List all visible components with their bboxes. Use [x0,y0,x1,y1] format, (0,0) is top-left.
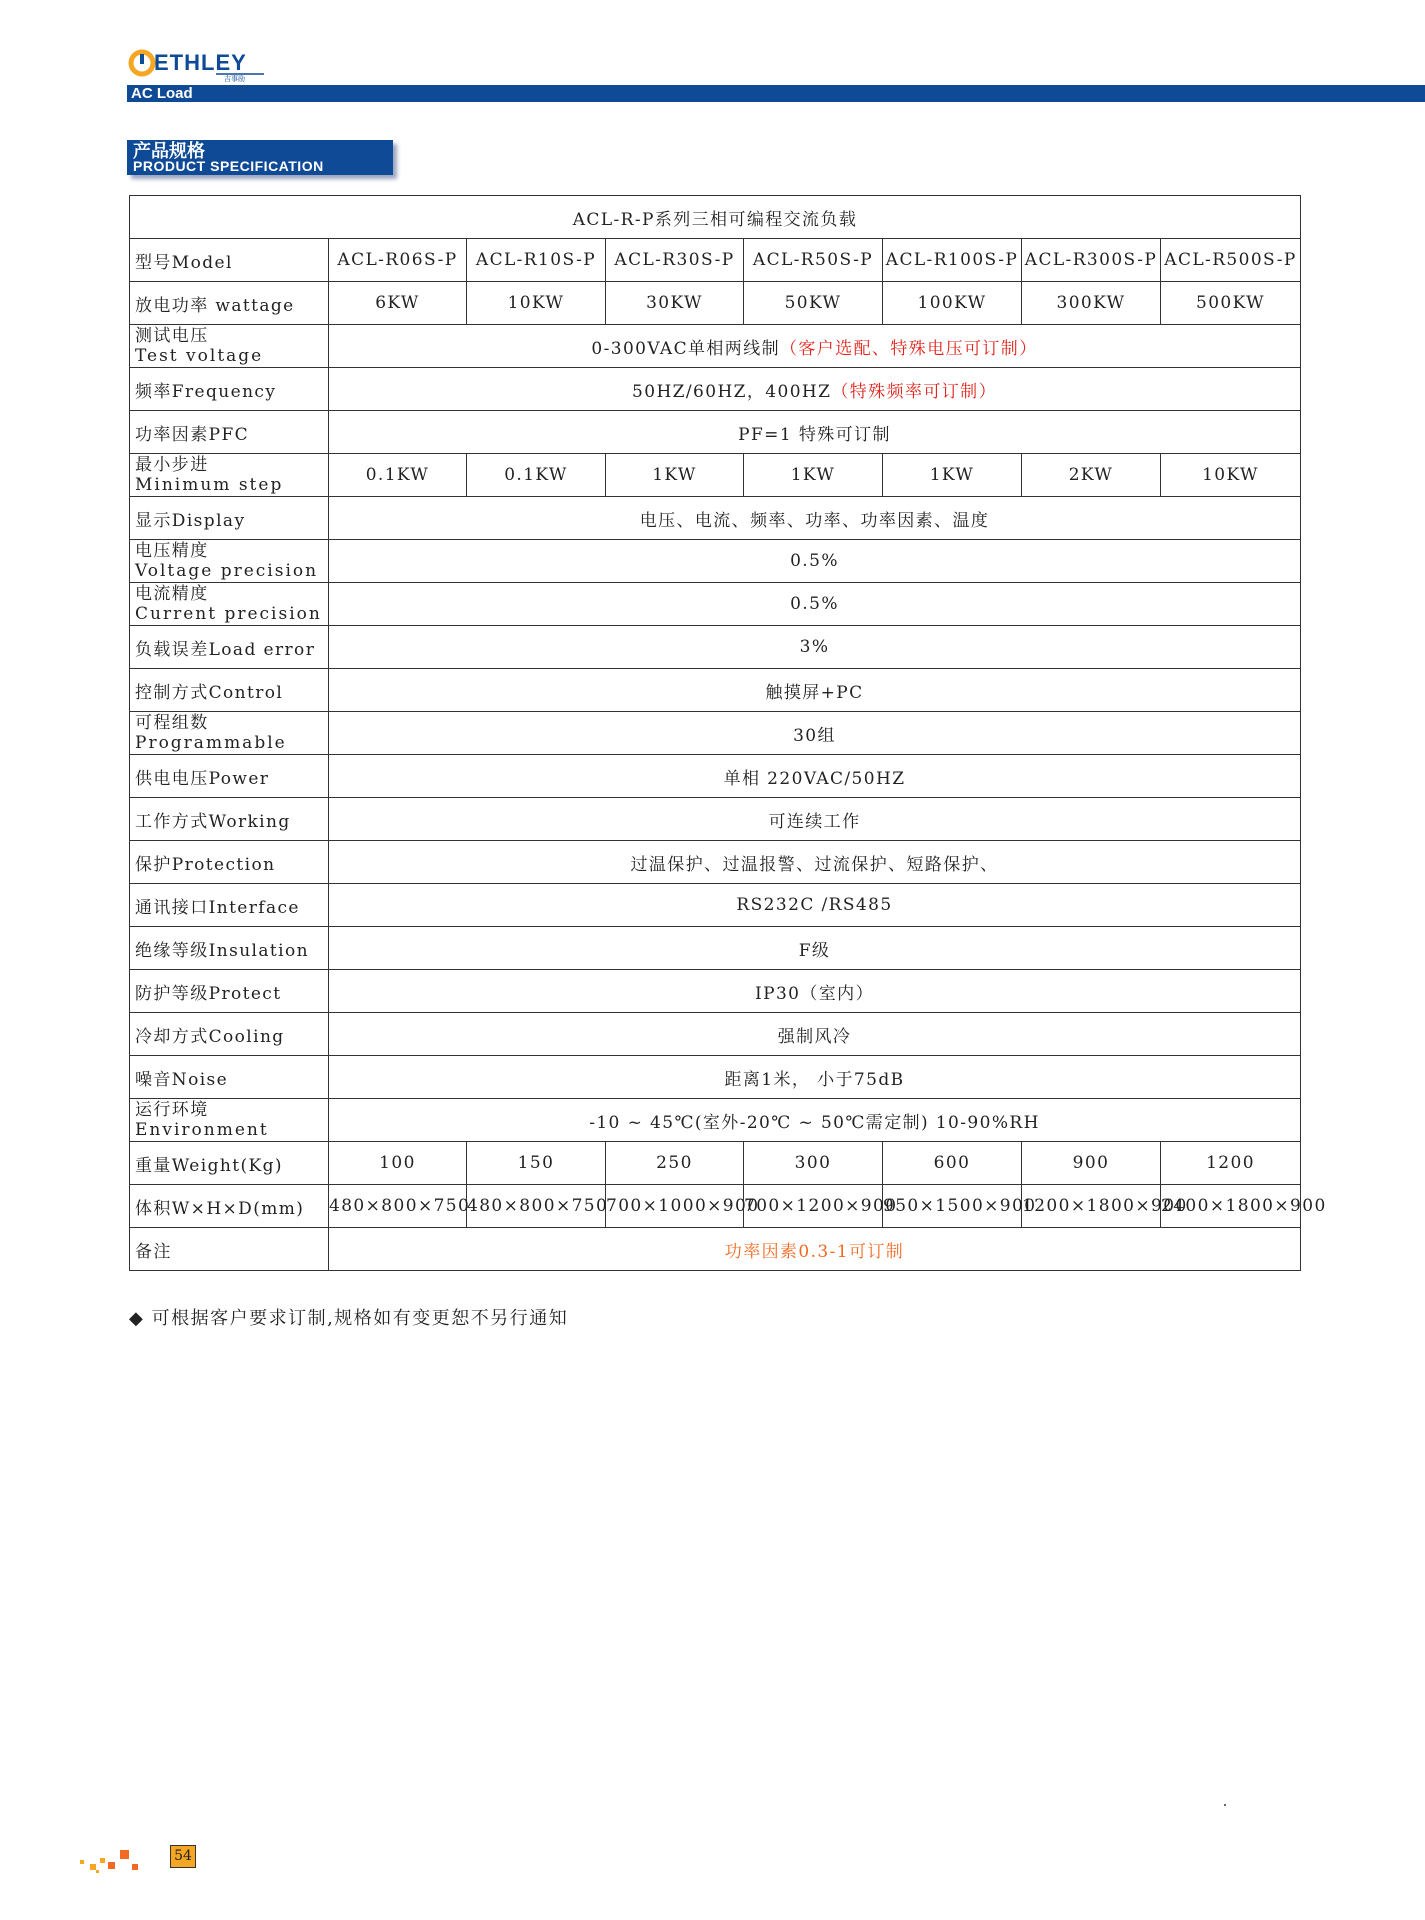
table-cell: 1200×1800×900 [1022,1185,1161,1228]
table-cell: 150 [467,1142,606,1185]
row-label [130,712,329,755]
table-cell: 电压、电流、频率、功率、功率因素、温度 [329,497,1301,540]
model-cell: ACL-R06S-P [329,239,467,282]
table-cell: 6KW [329,282,467,325]
row-label-zh: 电流精度 [135,584,209,604]
svg-text:ETHLEY: ETHLEY [154,50,247,75]
table-cell: 3% [329,626,1301,669]
model-cell: ACL-R30S-P [606,239,744,282]
table-row-min-step [130,454,1301,497]
row-label-en: Test voltage [135,346,264,366]
table-row-control [130,669,1301,712]
row-label: 冷却方式Cooling [130,1013,329,1056]
row-label: 控制方式Control [130,669,329,712]
table-cell: 2KW [1022,454,1161,497]
table-title: ACL-R-P系列三相可编程交流负载 [130,196,1301,239]
row-label-zh: 最小步进 [135,455,209,475]
table-row-working [130,798,1301,841]
page-number: 54 [170,1845,196,1868]
row-label-en: Voltage precision [135,561,319,581]
table-cell: 900 [1022,1142,1161,1185]
table-cell: 100KW [883,282,1022,325]
header-bar [127,85,1425,102]
table-row-wattage [130,282,1301,325]
table-cell [329,368,1301,411]
table-cell [329,325,1301,368]
table-cell: 700×1000×900 [606,1185,744,1228]
table-cell: -10 ~ 45℃(室外-20℃ ~ 50℃需定制) 10-90%RH [329,1099,1301,1142]
section-heading [127,140,393,175]
table-cell: 480×800×750 [329,1185,467,1228]
row-label: 备注 [130,1228,329,1271]
table-cell: 2400×1800×900 [1161,1185,1301,1228]
table-cell: 100 [329,1142,467,1185]
table-cell: F级 [329,927,1301,970]
row-label-en: Current precision [135,604,322,624]
row-label: 供电电压Power [130,755,329,798]
company-logo [128,50,278,82]
table-row-protection [130,841,1301,884]
row-label [130,1099,329,1142]
table-row-current-precision [130,583,1301,626]
model-cell: ACL-R10S-P [467,239,606,282]
table-cell: 300KW [1022,282,1161,325]
table-row-interface [130,884,1301,927]
table-cell: IP30（室内） [329,970,1301,1013]
table-cell: PF=1 特殊可订制 [329,411,1301,454]
table-row-cooling [130,1013,1301,1056]
spec-table [129,195,1327,1271]
category-label: AC Load [131,85,193,102]
table-cell: 30KW [606,282,744,325]
table-row-insulation [130,927,1301,970]
row-label: 绝缘等级Insulation [130,927,329,970]
row-label-zh: 测试电压 [135,326,209,346]
row-label [130,325,329,368]
row-label: 重量Weight(Kg) [130,1142,329,1185]
table-cell: 1KW [744,454,883,497]
table-cell: 功率因素0.3-1可订制 [329,1228,1301,1271]
corner-decoration [76,1838,166,1874]
table-cell: 250 [606,1142,744,1185]
table-cell: 10KW [467,282,606,325]
row-label: 频率Frequency [130,368,329,411]
row-label: 负载误差Load error [130,626,329,669]
table-row-environment [130,1099,1301,1142]
table-cell: 480×800×750 [467,1185,606,1228]
model-cell: ACL-R500S-P [1161,239,1301,282]
row-label-zh: 可程组数 [135,713,209,733]
table-row-display [130,497,1301,540]
cell-value: 50HZ/60HZ，400HZ [632,381,832,402]
table-cell: 50KW [744,282,883,325]
row-label: 功率因素PFC [130,411,329,454]
section-title-zh: 产品规格 [133,141,205,161]
table-cell: 10KW [1161,454,1301,497]
row-label: 噪音Noise [130,1056,329,1099]
table-row-power [130,755,1301,798]
table-row-volume [130,1185,1301,1228]
row-label: 型号Model [130,239,329,282]
table-row-pfc [130,411,1301,454]
table-cell: 300 [744,1142,883,1185]
row-label [130,540,329,583]
row-label: 保护Protection [130,841,329,884]
table-cell: 单相 220VAC/50HZ [329,755,1301,798]
table-cell: 950×1500×900 [883,1185,1022,1228]
row-label-en: Minimum step [135,475,284,495]
table-cell: 0.5% [329,540,1301,583]
row-label: 防护等级Protect [130,970,329,1013]
row-label-en: Environment [135,1120,269,1140]
row-label-en: Programmable [135,733,287,753]
row-label: 体积W×H×D(mm) [130,1185,329,1228]
table-cell: 0.1KW [467,454,606,497]
table-row-frequency [130,368,1301,411]
cell-note: （特殊频率可订制） [831,381,997,402]
table-cell: 700×1200×900 [744,1185,883,1228]
table-cell: 500KW [1161,282,1301,325]
table-row-noise [130,1056,1301,1099]
table-cell: 距离1米， 小于75dB [329,1056,1301,1099]
table-cell: 强制风冷 [329,1013,1301,1056]
table-cell: 1KW [883,454,1022,497]
table-row-load-error [130,626,1301,669]
row-label [130,583,329,626]
table-row-voltage-precision [130,540,1301,583]
table-title-row [130,196,1301,239]
table-row-protect [130,970,1301,1013]
table-cell: RS232C /RS485 [329,884,1301,927]
row-label-zh: 运行环境 [135,1100,209,1120]
table-row-model [130,239,1301,282]
table-cell: 0.1KW [329,454,467,497]
table-cell: 30组 [329,712,1301,755]
footnote: ◆ 可根据客户要求订制,规格如有变更恕不另行通知 [129,1308,569,1329]
row-label-zh: 电压精度 [135,541,209,561]
model-cell: ACL-R50S-P [744,239,883,282]
row-label: 工作方式Working [130,798,329,841]
row-label: 放电功率 wattage [130,282,329,325]
table-cell: 触摸屏+PC [329,669,1301,712]
table-cell: 1KW [606,454,744,497]
table-row-test-voltage [130,325,1301,368]
table-cell: 0.5% [329,583,1301,626]
model-cell: ACL-R100S-P [883,239,1022,282]
table-row-programmable [130,712,1301,755]
table-cell: 600 [883,1142,1022,1185]
row-label: 通讯接口Interface [130,884,329,927]
row-label: 显示Display [130,497,329,540]
section-title-en: PRODUCT SPECIFICATION [133,158,324,174]
cell-value: 0-300VAC单相两线制 [591,338,780,359]
table-cell: 过温保护、过温报警、过流保护、短路保护、 [329,841,1301,884]
row-label [130,454,329,497]
table-cell: 1200 [1161,1142,1301,1185]
model-cell: ACL-R300S-P [1022,239,1161,282]
print-dot [1224,1804,1226,1806]
table-row-remarks [130,1228,1301,1271]
table-row-weight [130,1142,1301,1185]
svg-text:吉事励: 吉事励 [224,76,245,83]
cell-note: （客户选配、特殊电压可订制） [780,338,1038,359]
table-cell: 可连续工作 [329,798,1301,841]
